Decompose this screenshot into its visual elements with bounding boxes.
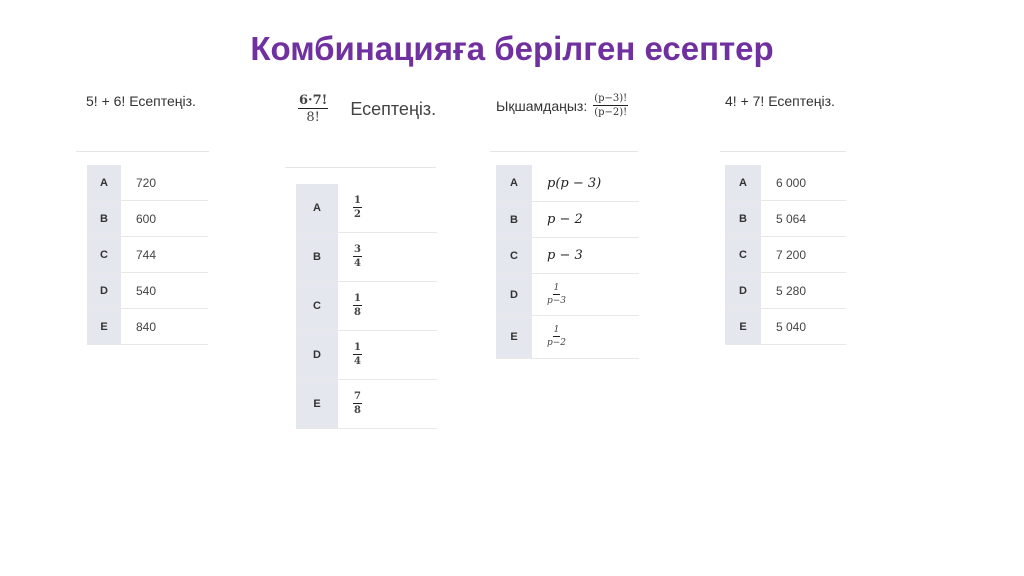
fraction-numerator: 7 <box>354 391 361 402</box>
divider <box>720 151 846 152</box>
option-value: 720 <box>121 165 208 201</box>
fraction-denominator: p−2 <box>547 338 567 348</box>
question-3-label: Ықшамдаңыз: <box>496 98 588 114</box>
option-row[interactable] <box>87 201 208 237</box>
option-letter: D <box>725 273 761 309</box>
fraction-denominator: p−3 <box>547 295 567 306</box>
option-fraction <box>353 392 362 416</box>
option-row[interactable] <box>87 237 208 273</box>
option-fraction <box>353 245 362 269</box>
option-row[interactable] <box>496 316 639 359</box>
option-row[interactable] <box>296 331 437 380</box>
question-2-fraction <box>298 94 328 124</box>
question-1-options <box>87 165 208 345</box>
option-row[interactable] <box>296 282 437 331</box>
option-letter: D <box>496 274 532 316</box>
option-fraction <box>353 196 362 220</box>
question-4-text: 4! + 7! Есептеңіз. <box>725 93 835 109</box>
option-letter: B <box>496 202 532 238</box>
question-2-text <box>298 94 436 124</box>
question-1-text: 5! + 6! Есептеңіз. <box>86 93 196 109</box>
option-letter: A <box>725 165 761 201</box>
option-fraction <box>353 343 362 367</box>
option-row[interactable] <box>296 380 437 429</box>
fraction-denominator: (p−2)! <box>594 107 628 118</box>
option-value: 600 <box>121 201 208 237</box>
question-3-text <box>496 94 628 118</box>
fraction-denominator: 8! <box>306 110 320 125</box>
option-fraction <box>547 326 566 348</box>
question-4-options <box>725 165 846 345</box>
option-fraction <box>547 284 566 306</box>
divider <box>490 151 638 152</box>
fraction-numerator: 1 <box>354 342 361 353</box>
question-3-options <box>496 165 639 359</box>
option-letter: B <box>296 233 338 282</box>
fraction-denominator: 4 <box>354 356 361 367</box>
divider <box>76 151 209 152</box>
fraction-numerator: (p−3)! <box>594 93 628 104</box>
fraction-numerator: 1 <box>553 282 560 293</box>
fraction-numerator: 1 <box>354 293 361 304</box>
option-row[interactable] <box>496 202 639 238</box>
option-value: p − 3 <box>532 238 639 274</box>
option-row[interactable] <box>87 309 208 345</box>
option-letter: A <box>87 165 121 201</box>
option-row[interactable] <box>725 201 846 237</box>
fraction-numerator: 1 <box>553 325 560 335</box>
fraction-denominator: 2 <box>354 209 361 220</box>
option-letter: C <box>87 237 121 273</box>
option-row[interactable] <box>87 165 208 201</box>
option-value: 5 040 <box>761 309 846 345</box>
option-row[interactable] <box>87 273 208 309</box>
option-value: 5 280 <box>761 273 846 309</box>
fraction-denominator: 8 <box>354 405 361 416</box>
fraction-numerator: 1 <box>354 195 361 206</box>
option-value: 6 000 <box>761 165 846 201</box>
option-letter: A <box>296 184 338 233</box>
fraction-numerator: 3 <box>354 244 361 255</box>
fraction-numerator: 6·7! <box>299 93 328 108</box>
option-letter: C <box>496 238 532 274</box>
divider <box>285 167 436 168</box>
option-letter: D <box>87 273 121 309</box>
option-letter: A <box>496 165 532 202</box>
option-letter: E <box>87 309 121 345</box>
fraction-denominator: 4 <box>354 258 361 269</box>
option-row[interactable] <box>296 233 437 282</box>
fraction-denominator: 8 <box>354 307 361 318</box>
option-letter: E <box>296 380 338 429</box>
option-value: 5 064 <box>761 201 846 237</box>
option-row[interactable] <box>496 165 639 202</box>
option-row[interactable] <box>725 237 846 273</box>
option-fraction <box>353 294 362 318</box>
option-value: 840 <box>121 309 208 345</box>
option-value: p − 2 <box>532 202 639 238</box>
option-value: 744 <box>121 237 208 273</box>
option-value: p(p − 3) <box>532 165 639 202</box>
option-row[interactable] <box>496 238 639 274</box>
option-value: 7 200 <box>761 237 846 273</box>
option-letter: E <box>496 316 532 359</box>
question-2-label: Есептеңіз. <box>350 98 437 119</box>
slide-title: Комбинацияға берілген есептер <box>250 30 774 67</box>
option-letter: D <box>296 331 338 380</box>
option-letter: B <box>725 201 761 237</box>
option-row[interactable] <box>725 273 846 309</box>
option-value: 540 <box>121 273 208 309</box>
option-letter: E <box>725 309 761 345</box>
option-row[interactable] <box>296 184 437 233</box>
option-letter: C <box>725 237 761 273</box>
question-3-fraction <box>593 94 628 118</box>
option-row[interactable] <box>725 309 846 345</box>
option-row[interactable] <box>496 274 639 316</box>
option-row[interactable] <box>725 165 846 201</box>
question-2-options <box>296 184 437 429</box>
option-letter: B <box>87 201 121 237</box>
option-letter: C <box>296 282 338 331</box>
